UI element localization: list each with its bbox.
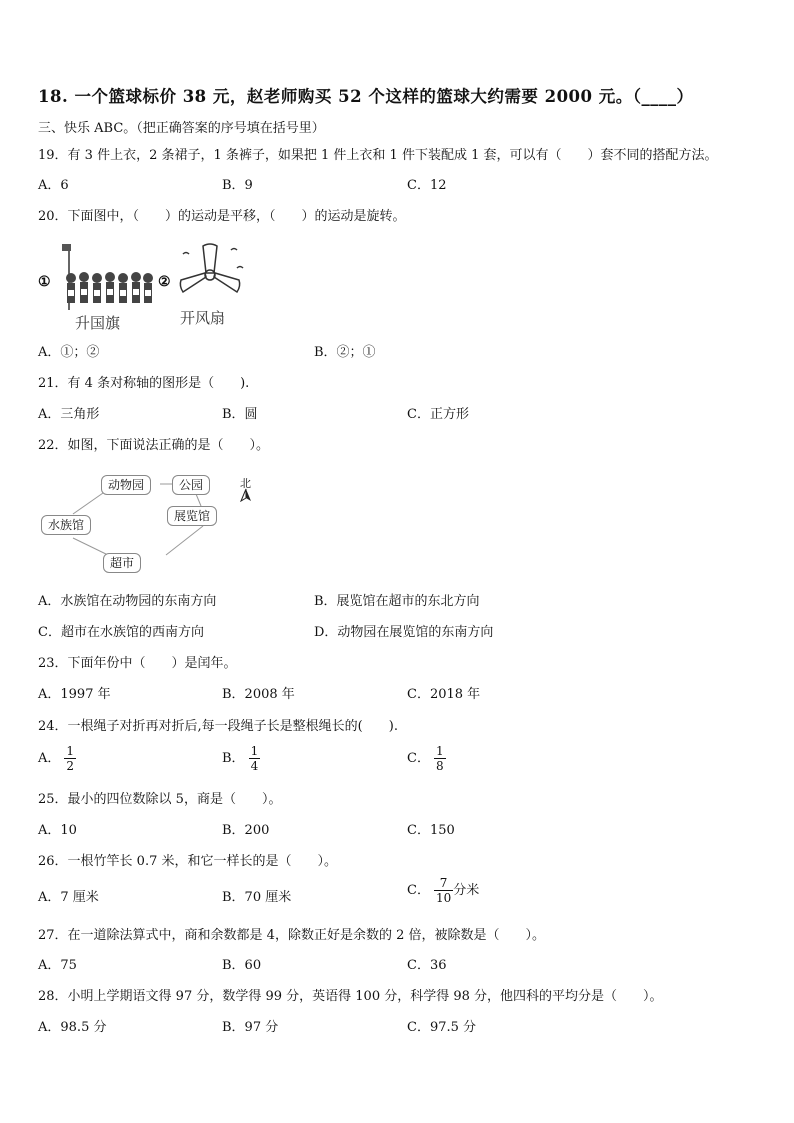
q24-option-a[interactable]: A． $\frac{1}{2}$: [38, 744, 75, 773]
image2-mark: ②: [158, 274, 171, 290]
q25-option-a[interactable]: A．10: [38, 823, 77, 838]
fraction: $\frac{1}{4}$: [250, 744, 259, 773]
q22-option-b[interactable]: B．展览馆在超市的东北方向: [314, 594, 480, 609]
north-label: 北: [240, 477, 251, 490]
q28-option-a[interactable]: A．98.5 分: [38, 1020, 107, 1035]
question-24-stem: 24．一根绳子对折再对折后,每一段绳子长是整根绳长的( ).: [38, 719, 398, 734]
fan-illustration: [175, 240, 245, 310]
q22-option-c[interactable]: C．超市在水族馆的西南方向: [38, 625, 204, 640]
fraction: $\frac{1}{8}$: [435, 744, 444, 773]
q21-option-b[interactable]: B．圆: [222, 407, 258, 422]
q22-option-a[interactable]: A．水族馆在动物园的东南方向: [38, 594, 217, 609]
fraction: $\frac{1}{2}$: [66, 744, 75, 773]
q27-option-a[interactable]: A．75: [38, 958, 77, 973]
question-28-stem: 28．小明上学期语文得 97 分，数学得 99 分，英语得 100 分，科学得 98 分，他四科的平均分是（ ）。: [38, 989, 663, 1004]
q21-option-c[interactable]: C．正方形: [407, 407, 469, 422]
q24-option-b[interactable]: B． $\frac{1}{4}$: [222, 744, 259, 773]
map-zoo: 动物园: [101, 475, 151, 495]
north-arrow-icon: [240, 488, 252, 502]
section-heading: 三、快乐 ABC。（把正确答案的序号填在括号里）: [38, 121, 325, 136]
q23-option-a[interactable]: A．1997 年: [38, 687, 111, 702]
q27-option-b[interactable]: B．60: [222, 958, 262, 973]
question-23-stem: 23．下面年份中（ ）是闰年。: [38, 656, 237, 671]
q19-option-a[interactable]: A．6: [38, 178, 69, 193]
q22-option-d[interactable]: D．动物园在展览馆的东南方向: [314, 625, 494, 640]
q27-option-c[interactable]: C．36: [407, 958, 447, 973]
q19-option-c[interactable]: C．12: [407, 178, 447, 193]
question-26-stem: 26．一根竹竿长 0.7 米，和它一样长的是（ ）。: [38, 854, 337, 869]
map-park: 公园: [172, 475, 210, 495]
q26-option-c[interactable]: C． $\frac{7}{10}$ 分米: [407, 876, 480, 905]
flag-raising-illustration: [55, 240, 160, 315]
image1-mark: ①: [38, 274, 51, 290]
question-25-stem: 25．最小的四位数除以 5，商是（ ）。: [38, 792, 282, 807]
question-18: 18. 一个篮球标价 38 元，赵老师购买 52 个这样的篮球大约需要 2000 元。（____）: [38, 87, 694, 106]
question-27-stem: 27．在一道除法算式中，商和余数都是 4，除数正好是余数的 2 倍，被除数是（ ）。: [38, 928, 545, 943]
q20-option-b[interactable]: B．②；①: [314, 345, 376, 360]
map-aquarium: 水族馆: [41, 515, 91, 535]
q25-option-c[interactable]: C．150: [407, 823, 455, 838]
q19-option-b[interactable]: B．9: [222, 178, 253, 193]
q28-option-c[interactable]: C．97.5 分: [407, 1020, 477, 1035]
q26-option-a[interactable]: A．7 厘米: [38, 890, 99, 905]
image1-caption: 升国旗: [75, 314, 121, 332]
question-22-stem: 22．如图，下面说法正确的是（ ）。: [38, 438, 270, 453]
q23-option-b[interactable]: B．2008 年: [222, 687, 295, 702]
fraction: $\frac{7}{10}$: [435, 876, 452, 905]
q24-option-c[interactable]: C． $\frac{1}{8}$: [407, 744, 444, 773]
image2-caption: 开风扇: [180, 309, 226, 327]
question-19-stem: 19．有 3 件上衣，2 条裙子，1 条裤子，如果把 1 件上衣和 1 件下装配成 1 套，可以有（ ）套不同的搭配方法。: [38, 148, 718, 163]
question-20-stem: 20．下面图中，（ ）的运动是平移，（ ）的运动是旋转。: [38, 209, 406, 224]
question-21-stem: 21．有 4 条对称轴的图形是（ ).: [38, 376, 250, 391]
q28-option-b[interactable]: B．97 分: [222, 1020, 279, 1035]
q20-option-a[interactable]: A．①；②: [38, 345, 100, 360]
q25-option-b[interactable]: B．200: [222, 823, 270, 838]
q26-option-b[interactable]: B．70 厘米: [222, 890, 292, 905]
map-supermarket: 超市: [103, 553, 141, 573]
q21-option-a[interactable]: A．三角形: [38, 407, 100, 422]
map-exhibition-hall: 展览馆: [167, 506, 217, 526]
q23-option-c[interactable]: C．2018 年: [407, 687, 481, 702]
